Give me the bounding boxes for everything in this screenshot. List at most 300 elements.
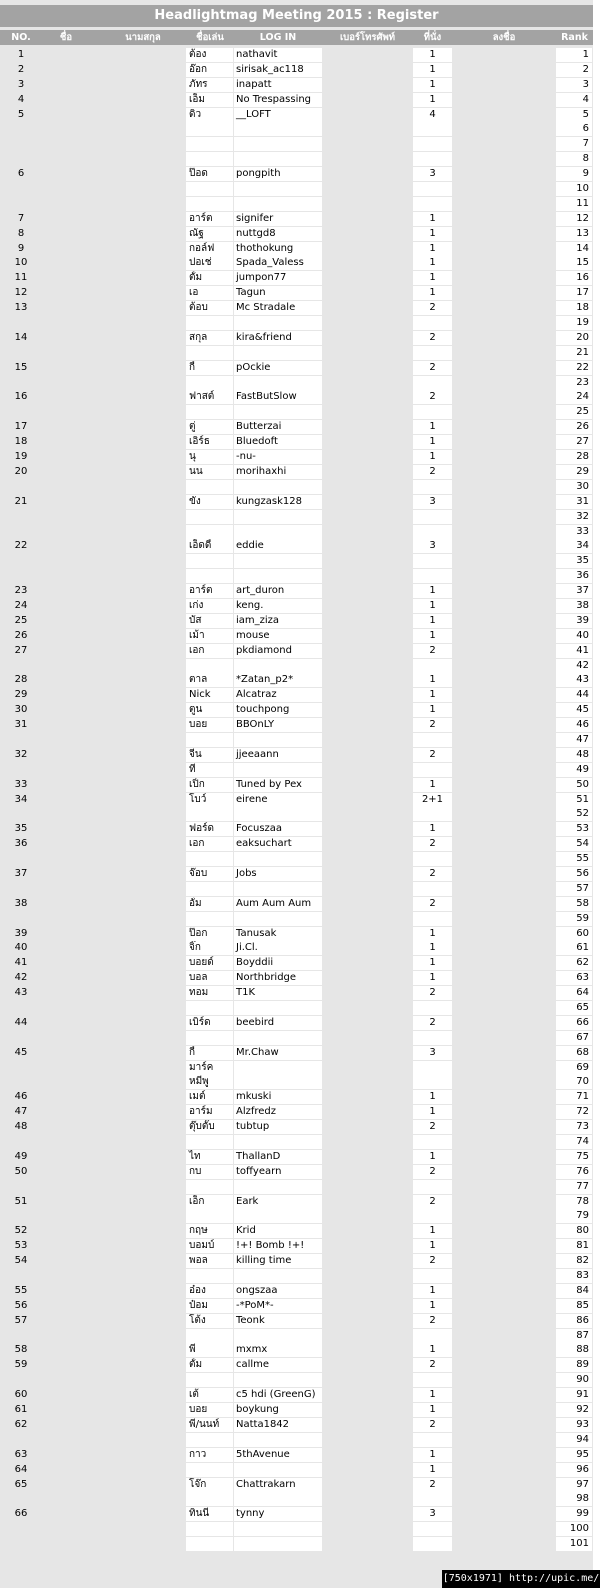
table-row (0, 212, 593, 227)
rank-cell: 36 (556, 569, 592, 583)
row-number (0, 1329, 42, 1343)
login-cell: Ji.Cl. (234, 941, 322, 955)
table-row (0, 122, 593, 137)
seat-cell: 2 (413, 1358, 452, 1372)
seat-cell: 2 (413, 301, 452, 315)
seat-cell: 1 (413, 1090, 452, 1104)
row-number: 3 (17, 78, 25, 90)
nickname-cell: บอย (186, 1403, 233, 1417)
row-number: 21 (14, 495, 28, 507)
nickname-cell (186, 1492, 233, 1506)
rank-cell: 13 (556, 227, 592, 241)
row-number (0, 197, 42, 211)
row-number: 31 (14, 719, 28, 731)
nickname-cell: ป๊อด (186, 167, 233, 181)
row-number: 7 (17, 212, 25, 224)
table-row (0, 1373, 593, 1388)
login-cell: c5 hdi (GreenG) (234, 1388, 322, 1402)
login-cell: keng. (234, 599, 322, 613)
row-number: 15 (14, 361, 28, 373)
nickname-cell: เอ (186, 286, 233, 300)
table-row (0, 629, 593, 644)
seat-cell: 2 (413, 390, 452, 404)
nickname-cell (186, 1001, 233, 1015)
login-cell (234, 1537, 322, 1551)
table-row (0, 1329, 593, 1344)
login-cell: !+! Bomb !+! (234, 1239, 322, 1253)
seat-cell: 3 (413, 1507, 452, 1521)
seat-cell: 1 (413, 1105, 452, 1119)
rank-cell: 31 (556, 495, 592, 509)
row-number: 55 (14, 1284, 28, 1296)
row-number: 57 (14, 1314, 28, 1326)
seat-cell: 1 (413, 212, 452, 226)
seat-cell: 2 (413, 1418, 452, 1432)
nickname-cell: โต้ง (186, 1314, 233, 1328)
rank-cell: 99 (556, 1507, 592, 1521)
rank-cell: 2 (556, 63, 592, 77)
login-cell: Mr.Chaw (234, 1046, 322, 1060)
seat-cell: 1 (413, 242, 452, 256)
table-row (0, 1418, 593, 1433)
table-row (0, 614, 593, 629)
nickname-cell (186, 376, 233, 390)
seat-cell: 1 (413, 584, 452, 598)
row-number: 25 (14, 614, 28, 626)
col-seat: ที่นั่ง (423, 32, 442, 43)
login-cell (234, 763, 322, 777)
table-row (0, 1195, 593, 1210)
table-row (0, 1105, 593, 1120)
nickname-cell (186, 1209, 233, 1223)
seat-cell (413, 1522, 452, 1536)
row-number: 6 (17, 168, 25, 180)
seat-cell (413, 1180, 452, 1194)
seat-cell: 3 (413, 167, 452, 181)
login-cell (234, 1180, 322, 1194)
row-number: 11 (14, 272, 28, 284)
nickname-cell: โจ๊ก (186, 1478, 233, 1492)
row-number (0, 1180, 42, 1194)
col-login: LOG IN (259, 32, 297, 43)
table-row (0, 912, 593, 927)
row-number: 52 (14, 1225, 28, 1237)
table-row (0, 48, 593, 63)
rank-cell: 76 (556, 1165, 592, 1179)
nickname-cell: ทอม (186, 986, 233, 1000)
table-row (0, 1254, 593, 1269)
seat-cell: 2 (413, 465, 452, 479)
table-row (0, 435, 593, 450)
table-row (0, 108, 593, 123)
rank-cell: 38 (556, 599, 592, 613)
table-row (0, 673, 593, 688)
row-number: 48 (14, 1121, 28, 1133)
login-cell: signifer (234, 212, 322, 226)
rank-cell: 92 (556, 1403, 592, 1417)
table-row (0, 1537, 593, 1552)
rank-cell: 14 (556, 242, 592, 256)
login-cell (234, 346, 322, 360)
rank-cell: 25 (556, 405, 592, 419)
nickname-cell (186, 1269, 233, 1283)
rank-cell: 4 (556, 93, 592, 107)
row-number: 13 (14, 302, 28, 314)
table-row (0, 227, 593, 242)
seat-cell (413, 376, 452, 390)
login-cell (234, 182, 322, 196)
seat-cell: 1 (413, 941, 452, 955)
row-number (0, 659, 42, 673)
rank-cell: 10 (556, 182, 592, 196)
nickname-cell (186, 912, 233, 926)
rank-cell: 50 (556, 778, 592, 792)
table-row (0, 941, 593, 956)
rank-cell: 61 (556, 941, 592, 955)
seat-cell: 2 (413, 897, 452, 911)
nickname-cell: นุ (186, 450, 233, 464)
nickname-cell: จ๊อบ (186, 867, 233, 881)
login-cell: Tanusak (234, 927, 322, 941)
nickname-cell (186, 882, 233, 896)
login-cell: pkdiamond (234, 644, 322, 658)
seat-cell (413, 510, 452, 524)
rank-cell: 24 (556, 390, 592, 404)
table-row (0, 480, 593, 495)
nickname-cell: เมต์ (186, 1090, 233, 1104)
login-cell: mouse (234, 629, 322, 643)
rank-cell: 98 (556, 1492, 592, 1506)
rank-cell: 55 (556, 852, 592, 866)
rank-cell: 41 (556, 644, 592, 658)
seat-cell (413, 763, 452, 777)
seat-cell: 1 (413, 1224, 452, 1238)
table-row (0, 1403, 593, 1418)
seat-cell (413, 152, 452, 166)
login-cell: pongpith (234, 167, 322, 181)
rank-cell: 88 (556, 1343, 592, 1357)
table-row (0, 525, 593, 540)
login-cell: Natta1842 (234, 1418, 322, 1432)
login-cell: Aum Aum Aum (234, 897, 322, 911)
row-number: 32 (14, 748, 28, 760)
login-cell (234, 733, 322, 747)
col-rank: Rank (561, 32, 588, 43)
table-row (0, 1016, 593, 1031)
nickname-cell: ต้อง (186, 48, 233, 62)
nickname-cell: เอก (186, 644, 233, 658)
row-number: 16 (14, 391, 28, 403)
rank-cell: 80 (556, 1224, 592, 1238)
login-cell: Krid (234, 1224, 322, 1238)
table-row (0, 554, 593, 569)
nickname-cell: พี (186, 1343, 233, 1357)
login-cell: toffyearn (234, 1165, 322, 1179)
seat-cell: 1 (413, 1284, 452, 1298)
seat-cell (413, 182, 452, 196)
table-row (0, 271, 593, 286)
seat-cell: 1 (413, 271, 452, 285)
seat-cell: 2 (413, 1165, 452, 1179)
rank-cell: 87 (556, 1329, 592, 1343)
rank-cell: 33 (556, 525, 592, 539)
login-cell: T1K (234, 986, 322, 1000)
nickname-cell (186, 852, 233, 866)
seat-cell: 2 (413, 986, 452, 1000)
seat-cell (413, 1209, 452, 1223)
rank-cell: 23 (556, 376, 592, 390)
nickname-cell: โบว์ (186, 793, 233, 807)
rank-cell: 46 (556, 718, 592, 732)
rank-cell: 60 (556, 927, 592, 941)
rank-cell: 77 (556, 1180, 592, 1194)
rank-cell: 71 (556, 1090, 592, 1104)
table-row (0, 390, 593, 405)
rank-cell: 101 (556, 1537, 592, 1551)
nickname-cell: Nick (186, 688, 233, 702)
row-number: 44 (14, 1016, 28, 1028)
nickname-cell: เอิร์ธ (186, 435, 233, 449)
login-cell: 5thAvenue (234, 1448, 322, 1462)
rank-cell: 84 (556, 1284, 592, 1298)
table-row (0, 1463, 593, 1478)
login-cell: Tuned by Pex (234, 778, 322, 792)
login-cell: Eark (234, 1195, 322, 1209)
col-sign: ลงชื่อ (492, 32, 516, 43)
nickname-cell: กฤษ (186, 1224, 233, 1238)
row-number (0, 733, 42, 747)
login-cell: pOckie (234, 361, 322, 375)
rank-cell: 63 (556, 971, 592, 985)
row-number: 50 (14, 1165, 28, 1177)
seat-cell: 2 (413, 1016, 452, 1030)
seat-cell (413, 733, 452, 747)
nickname-cell (186, 480, 233, 494)
table-row (0, 1343, 593, 1358)
table-row (0, 778, 593, 793)
nickname-cell (186, 1031, 233, 1045)
rank-cell: 45 (556, 703, 592, 717)
seat-cell: 2 (413, 718, 452, 732)
row-number (0, 1492, 42, 1506)
table-row (0, 450, 593, 465)
rank-cell: 65 (556, 1001, 592, 1015)
rank-cell: 52 (556, 807, 592, 821)
seat-cell: 1 (413, 1403, 452, 1417)
nickname-cell: เอ็ก (186, 1195, 233, 1209)
login-cell: killing time (234, 1254, 322, 1268)
seat-cell: 1 (413, 688, 452, 702)
seat-cell: 1 (413, 1388, 452, 1402)
login-cell: eddie (234, 539, 322, 553)
table-row (0, 1388, 593, 1403)
row-number (0, 152, 42, 166)
rank-cell: 12 (556, 212, 592, 226)
row-number: 59 (14, 1359, 28, 1371)
login-cell (234, 152, 322, 166)
table-row (0, 1314, 593, 1329)
rank-cell: 85 (556, 1299, 592, 1313)
seat-cell: 2 (413, 1254, 452, 1268)
col-phone: เบอร์โทรศัพท์ (339, 32, 396, 43)
row-number: 35 (14, 823, 28, 835)
rank-cell: 39 (556, 614, 592, 628)
seat-cell: 1 (413, 971, 452, 985)
row-number (0, 1209, 42, 1223)
row-number (0, 554, 42, 568)
login-cell (234, 137, 322, 151)
rank-cell: 34 (556, 539, 592, 553)
login-cell (234, 1492, 322, 1506)
seat-cell: 1 (413, 1150, 452, 1164)
rank-cell: 8 (556, 152, 592, 166)
rank-cell: 78 (556, 1195, 592, 1209)
login-cell (234, 197, 322, 211)
rank-cell: 5 (556, 108, 592, 122)
rank-cell: 49 (556, 763, 592, 777)
table-row (0, 852, 593, 867)
nickname-cell: เต้ (186, 1388, 233, 1402)
row-number: 28 (14, 674, 28, 686)
rank-cell: 59 (556, 912, 592, 926)
seat-cell: 1 (413, 1239, 452, 1253)
row-number: 53 (14, 1240, 28, 1252)
row-number: 30 (14, 704, 28, 716)
rank-cell: 67 (556, 1031, 592, 1045)
col-lastname: นามสกุล (125, 32, 161, 43)
rank-cell: 42 (556, 659, 592, 673)
nickname-cell: ตั้ม (186, 271, 233, 285)
rank-cell: 20 (556, 331, 592, 345)
row-number: 49 (14, 1150, 28, 1162)
login-cell: kira&friend (234, 331, 322, 345)
nickname-cell (186, 1537, 233, 1551)
seat-cell: 1 (413, 78, 452, 92)
rank-cell: 94 (556, 1433, 592, 1447)
nickname-cell (186, 1522, 233, 1536)
login-cell: Tagun (234, 286, 322, 300)
seat-cell: 1 (413, 450, 452, 464)
row-number (0, 182, 42, 196)
rank-cell: 54 (556, 837, 592, 851)
rank-cell: 72 (556, 1105, 592, 1119)
nickname-cell: เปิ้ก (186, 778, 233, 792)
row-number: 51 (14, 1195, 28, 1207)
table-row (0, 882, 593, 897)
table-row (0, 405, 593, 420)
row-number (0, 405, 42, 419)
nickname-cell (186, 152, 233, 166)
table-row (0, 1046, 593, 1061)
login-cell (234, 852, 322, 866)
table-row (0, 286, 593, 301)
rank-cell: 28 (556, 450, 592, 464)
seat-cell (413, 807, 452, 821)
rank-cell: 18 (556, 301, 592, 315)
seat-cell: 4 (413, 108, 452, 122)
seat-cell (413, 852, 452, 866)
table-row (0, 1001, 593, 1016)
seat-cell: 1 (413, 614, 452, 628)
row-number: 14 (14, 331, 28, 343)
seat-cell (413, 1373, 452, 1387)
seat-cell: 1 (413, 48, 452, 62)
seat-cell: 1 (413, 420, 452, 434)
row-number: 2 (17, 63, 25, 75)
login-cell (234, 480, 322, 494)
table-row (0, 376, 593, 391)
nickname-cell (186, 554, 233, 568)
login-cell (234, 1373, 322, 1387)
table-row (0, 78, 593, 93)
rank-cell: 74 (556, 1135, 592, 1149)
login-cell: Butterzai (234, 420, 322, 434)
login-cell: No Trespassing (234, 93, 322, 107)
login-cell (234, 1329, 322, 1343)
rank-cell: 93 (556, 1418, 592, 1432)
nickname-cell: กบ (186, 1165, 233, 1179)
login-cell: kungzask128 (234, 495, 322, 509)
table-row (0, 956, 593, 971)
table-row (0, 1224, 593, 1239)
seat-cell (413, 122, 452, 136)
login-cell: Chattrakarn (234, 1478, 322, 1492)
seat-cell (413, 569, 452, 583)
rank-cell: 51 (556, 793, 592, 807)
table-row (0, 659, 593, 674)
table-row (0, 569, 593, 584)
table-row (0, 510, 593, 525)
row-number: 63 (14, 1448, 28, 1460)
table-row (0, 137, 593, 152)
row-number: 9 (17, 242, 25, 254)
table-row (0, 242, 593, 257)
nickname-cell: ภัทร (186, 78, 233, 92)
seat-cell: 2 (413, 361, 452, 375)
login-cell (234, 1209, 322, 1223)
row-number (0, 346, 42, 360)
login-cell: nathavit (234, 48, 322, 62)
login-cell: mkuski (234, 1090, 322, 1104)
upic-watermark: [750x1971] http://upic.me/ (442, 1570, 600, 1588)
login-cell: Northbridge (234, 971, 322, 985)
seat-cell (413, 1269, 452, 1283)
seat-cell: 1 (413, 63, 452, 77)
nickname-cell: ต้อบ (186, 301, 233, 315)
table-row (0, 733, 593, 748)
rank-cell: 30 (556, 480, 592, 494)
row-number (0, 1537, 42, 1551)
nickname-cell: อ๊อก (186, 63, 233, 77)
rank-cell: 53 (556, 822, 592, 836)
login-cell: art_duron (234, 584, 322, 598)
rank-cell: 56 (556, 867, 592, 881)
seat-cell (413, 346, 452, 360)
login-cell: BBOnLY (234, 718, 322, 732)
seat-cell (413, 1135, 452, 1149)
login-cell: Focuszaa (234, 822, 322, 836)
login-cell (234, 659, 322, 673)
row-number: 65 (14, 1478, 28, 1490)
table-row (0, 644, 593, 659)
seat-cell: 2 (413, 1120, 452, 1134)
table-row (0, 793, 593, 808)
nickname-cell (186, 569, 233, 583)
row-number (0, 480, 42, 494)
row-number (0, 852, 42, 866)
seat-cell: 2 (413, 644, 452, 658)
row-number: 54 (14, 1255, 28, 1267)
